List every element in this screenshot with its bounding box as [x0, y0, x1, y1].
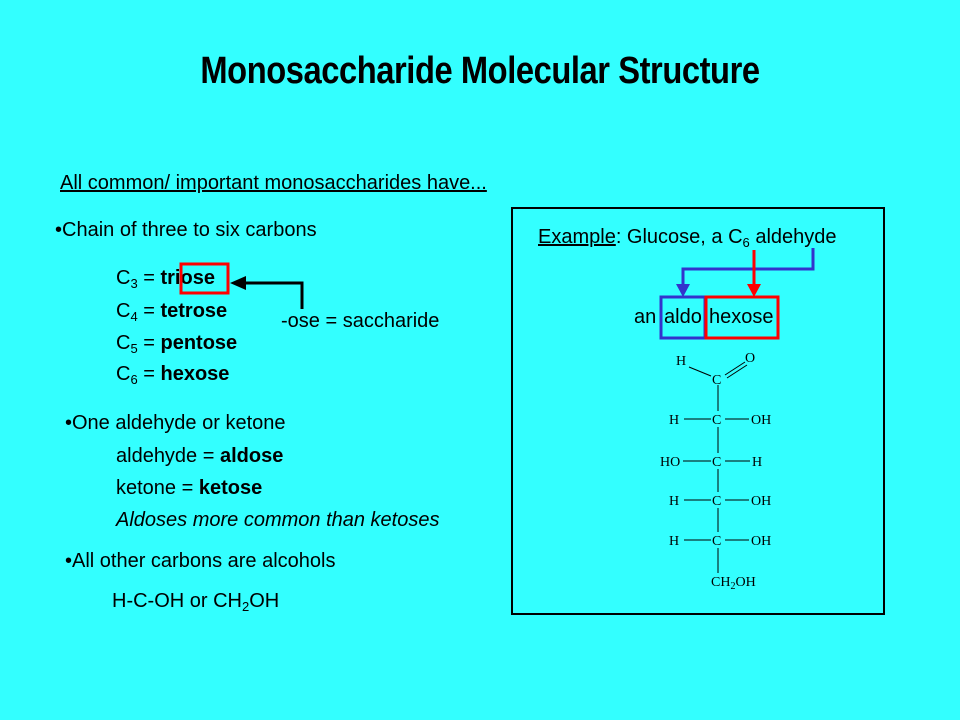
carbon-count: 4 [130, 309, 138, 324]
example-text: : Glucose, a C [615, 226, 743, 248]
carbon-count: 5 [130, 341, 138, 356]
formula-suffix: OH [249, 590, 280, 612]
atom-c4: C [712, 494, 722, 509]
atom-c2-left: H [669, 413, 680, 428]
atom-c3-left: HO [660, 455, 681, 470]
formula-subscript: 2 [242, 599, 250, 614]
pentose-label: pentose [160, 332, 238, 354]
atom-c4-right: OH [751, 494, 772, 509]
atom-c3: C [712, 455, 722, 470]
example-label: Example [538, 226, 616, 248]
atom-c5-left: H [669, 534, 680, 549]
aldo-arrowhead [676, 284, 690, 297]
ch2-subscript: 2 [730, 581, 736, 592]
atom-c5-right: OH [751, 534, 772, 549]
tetrose-label: tetrose [160, 300, 228, 322]
triose-label: triose [160, 267, 215, 289]
page-title: Monosaccharide Molecular Structure [200, 50, 760, 92]
example-subscript: 6 [742, 235, 750, 250]
carbon-symbol: C [116, 267, 131, 289]
carbon-symbol: C [116, 300, 131, 322]
atom-o-top: O [745, 351, 756, 366]
carbon-count: 3 [130, 276, 138, 291]
carbon-symbol: C [116, 332, 131, 354]
bullet-alcohols: •All other carbons are alcohols [65, 550, 336, 572]
equals-sign: = [137, 267, 161, 289]
atom-c5: C [712, 534, 722, 549]
aldo-word: aldo [664, 306, 702, 328]
bullet-chain: •Chain of three to six carbons [55, 219, 317, 241]
hexose-word: hexose [709, 306, 774, 328]
equals-sign: = [137, 332, 161, 354]
an-word: an [634, 306, 657, 328]
aldo-arrow-line [683, 248, 813, 287]
aldose-label: aldose [219, 445, 284, 467]
intro-text: All common/ important monosaccharides have... [60, 172, 487, 194]
carbon-count: 6 [130, 372, 138, 387]
hexose-highlight-box [706, 297, 778, 338]
example-text-end: aldehyde [749, 226, 837, 248]
equals-sign: = [137, 300, 161, 322]
atom-c2-right: OH [751, 413, 772, 428]
atom-c1: C [712, 373, 722, 388]
formula-prefix: H-C-OH or CH [112, 590, 242, 612]
bullet-carbonyl: •One aldehyde or ketone [65, 412, 286, 434]
carbon-symbol: C [116, 363, 131, 385]
ch-part: CH [711, 575, 731, 590]
atom-c2: C [712, 413, 722, 428]
atom-c4-left: H [669, 494, 680, 509]
equals-sign: = [137, 363, 161, 385]
atom-h-top: H [676, 354, 687, 369]
aldose-note: Aldoses more common than ketoses [116, 509, 440, 531]
aldo-highlight-box [661, 297, 705, 338]
ose-note: -ose = saccharide [281, 310, 440, 332]
ketose-label: ketose [198, 477, 263, 499]
atom-c6-group [711, 575, 756, 592]
aldehyde-prefix: aldehyde = [116, 445, 220, 467]
hexose-arrowhead [747, 284, 761, 297]
ketone-prefix: ketone = [116, 477, 199, 499]
hexose-label: hexose [160, 363, 230, 385]
oh-part: OH [735, 575, 756, 590]
atom-c3-right: H [752, 455, 763, 470]
